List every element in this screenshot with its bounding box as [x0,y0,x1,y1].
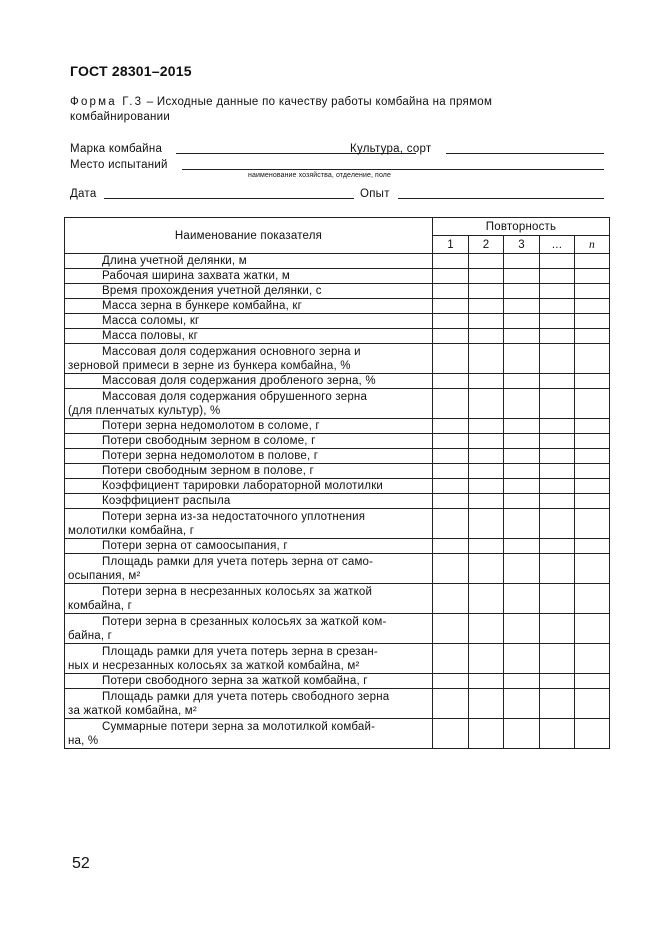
value-cell[interactable] [504,674,540,689]
value-cell[interactable] [504,344,540,374]
value-cell[interactable] [540,479,575,494]
value-cell[interactable] [575,329,610,344]
indicator-name-line2: (для пленчатых культур), % [68,404,221,417]
value-cell[interactable] [504,689,540,719]
value-cell[interactable] [433,644,469,674]
value-cell[interactable] [575,509,610,539]
value-cell[interactable] [433,719,469,749]
indicator-name-cell [65,644,433,674]
indicator-name-line1: Масса зерна в бункере комбайна, кг [102,300,302,312]
indicator-name-line1: Длина учетной делянки, м [102,255,247,267]
value-cell[interactable] [540,419,575,434]
value-cell[interactable] [575,449,610,464]
table-row [65,329,610,344]
indicator-name-cell [65,674,433,689]
value-cell[interactable] [469,584,504,614]
indicator-name-cell [65,254,433,269]
value-cell[interactable] [469,434,504,449]
value-cell[interactable] [504,509,540,539]
table-row [65,554,610,584]
value-cell[interactable] [575,614,610,644]
value-cell[interactable] [504,719,540,749]
indicator-name-line1: Потери свободным зерном в полове, г [102,465,314,477]
indicator-name-cell [65,419,433,434]
value-cell[interactable] [540,299,575,314]
table-row [65,719,610,749]
value-cell[interactable] [575,344,610,374]
indicator-name-cell [65,509,433,539]
indicator-name-line2: байна, г [68,629,113,642]
test-site-label: Место испытаний [70,159,168,171]
indicator-name-cell [65,269,433,284]
value-cell[interactable] [575,719,610,749]
value-cell[interactable] [504,554,540,584]
indicator-name-cell [65,344,433,374]
indicator-name-line1: Массовая доля содержания основного зерна и [102,345,361,358]
value-cell[interactable] [433,464,469,479]
indicator-name-cell [65,329,433,344]
crop-field[interactable] [446,153,604,154]
value-cell[interactable] [469,689,504,719]
value-cell[interactable] [469,449,504,464]
experiment-label: Опыт [360,188,390,200]
value-cell[interactable] [575,584,610,614]
table-row [65,269,610,284]
indicator-name-cell [65,464,433,479]
value-cell[interactable] [540,329,575,344]
value-cell[interactable] [433,674,469,689]
value-cell[interactable] [469,719,504,749]
indicator-name-line1: Массовая доля содержания обрушенного зерна [102,390,368,403]
indicator-name-cell [65,689,433,719]
value-cell[interactable] [504,284,540,299]
value-cell[interactable] [504,329,540,344]
crop-label: Культура, сорт [350,143,432,155]
value-cell[interactable] [540,284,575,299]
form-caption-text: – Исходные данные по качеству работы комбайна на прямом [143,96,493,108]
value-cell[interactable] [575,314,610,329]
value-cell[interactable] [469,614,504,644]
combine-brand-label: Марка комбайна [70,143,163,155]
indicator-name-cell [65,479,433,494]
value-cell[interactable] [433,584,469,614]
table-row [65,644,610,674]
field-row-brand-crop [70,141,610,157]
indicator-name-line1: Массовая доля содержания дробленого зерна, % [102,375,376,387]
value-cell[interactable] [540,254,575,269]
value-cell[interactable] [540,674,575,689]
value-cell[interactable] [504,644,540,674]
repeat-col-3: 3 [504,236,540,254]
indicator-name-line1: Потери зерна недомолотом в полове, г [102,450,319,462]
value-cell[interactable] [433,614,469,644]
value-cell[interactable] [540,314,575,329]
test-site-hint: наименование хозяйства, отделение, поле [248,172,391,179]
table-row [65,584,610,614]
table-row [65,464,610,479]
value-cell[interactable] [540,554,575,584]
form-number: Форма Г.3 [70,96,144,108]
value-cell[interactable] [433,284,469,299]
value-cell[interactable] [504,449,540,464]
value-cell[interactable] [469,554,504,584]
table-row [65,344,610,374]
value-cell[interactable] [504,314,540,329]
page-number: 52 [72,855,90,872]
indicator-name-line1: Площадь рамки для учета потерь свободного зерна [102,690,390,703]
indicator-name-cell [65,434,433,449]
value-cell[interactable] [540,539,575,554]
value-cell[interactable] [469,479,504,494]
value-cell[interactable] [575,689,610,719]
value-cell[interactable] [575,464,610,479]
value-cell[interactable] [504,269,540,284]
value-cell[interactable] [469,419,504,434]
value-cell[interactable] [469,284,504,299]
value-cell[interactable] [540,434,575,449]
value-cell[interactable] [504,464,540,479]
value-cell[interactable] [575,299,610,314]
value-cell[interactable] [540,644,575,674]
table-row [65,479,610,494]
indicator-name-line1: Площадь рамки для учета потерь зерна в срезан- [102,645,378,658]
indicator-name-line1: Потери зерна в несрезанных колосьях за жаткой [102,585,373,598]
indicator-name-line1: Потери свободного зерна за жаткой комбайна, г [102,675,368,687]
value-cell[interactable] [469,314,504,329]
value-cell[interactable] [575,539,610,554]
value-cell[interactable] [469,644,504,674]
indicator-name-line1: Потери зерна из-за недостаточного уплотнения [102,510,366,523]
table-row [65,539,610,554]
indicator-name-cell [65,299,433,314]
value-cell[interactable] [504,434,540,449]
value-cell[interactable] [575,374,610,389]
value-cell[interactable] [504,419,540,434]
indicator-name-line1: Рабочая ширина захвата жатки, м [102,270,290,282]
value-cell[interactable] [575,254,610,269]
repeat-col-n: n [575,236,610,254]
value-cell[interactable] [575,389,610,419]
value-cell[interactable] [575,644,610,674]
value-cell[interactable] [504,299,540,314]
value-cell[interactable] [575,284,610,299]
value-cell[interactable] [575,269,610,284]
value-cell[interactable] [469,344,504,374]
value-cell[interactable] [433,554,469,584]
indicator-name-cell [65,584,433,614]
indicator-name-cell [65,284,433,299]
indicator-name-line1: Потери зерна от самоосыпания, г [102,540,288,552]
table-row [65,314,610,329]
table-row [65,389,610,419]
value-cell[interactable] [504,479,540,494]
value-cell[interactable] [469,329,504,344]
value-cell[interactable] [504,584,540,614]
indicator-name-line1: Коэффициент распыла [102,495,231,507]
date-field[interactable] [104,198,354,199]
value-cell[interactable] [540,449,575,464]
table-row [65,419,610,434]
value-cell[interactable] [433,344,469,374]
value-cell[interactable] [433,389,469,419]
value-cell[interactable] [575,479,610,494]
indicator-name-line2: молотилки комбайна, г [68,524,195,537]
column-header-repetition: Повторность [433,218,610,236]
value-cell[interactable] [540,464,575,479]
table-row [65,674,610,689]
value-cell[interactable] [433,494,469,509]
field-row-test-site [70,157,610,173]
value-cell[interactable] [433,329,469,344]
indicator-name-line2: ных и несрезанных колосьях за жаткой комбайна, м² [68,659,360,672]
value-cell[interactable] [504,389,540,419]
indicator-name-line1: Потери зерна недомолотом в соломе, г [102,420,320,432]
value-cell[interactable] [433,689,469,719]
indicator-name-cell [65,389,433,419]
indicator-name-line2: осыпания, м² [68,569,141,582]
value-cell[interactable] [469,389,504,419]
value-cell[interactable] [575,434,610,449]
value-cell[interactable] [504,614,540,644]
value-cell[interactable] [504,254,540,269]
value-cell[interactable] [540,374,575,389]
value-cell[interactable] [433,419,469,434]
value-cell[interactable] [469,539,504,554]
value-cell[interactable] [469,494,504,509]
value-cell[interactable] [575,674,610,689]
value-cell[interactable] [540,689,575,719]
value-cell[interactable] [433,539,469,554]
indicator-name-line1: Площадь рамки для учета потерь зерна от само- [102,555,374,568]
repeat-col-2: 2 [469,236,504,254]
indicator-name-line1: Коэффициент тарировки лабораторной молотилки [102,480,384,492]
value-cell[interactable] [469,299,504,314]
indicator-name-line2: на, % [68,734,99,747]
indicator-name-line1: Суммарные потери зерна за молотилкой комбай- [102,720,376,733]
value-cell[interactable] [540,584,575,614]
value-cell[interactable] [433,479,469,494]
value-cell[interactable] [575,554,610,584]
indicator-name-cell [65,719,433,749]
table-row [65,449,610,464]
value-cell[interactable] [504,539,540,554]
value-cell[interactable] [575,419,610,434]
value-cell[interactable] [469,674,504,689]
table-row [65,494,610,509]
field-row-date-experiment [70,186,610,202]
repeat-col-ellipsis: ... [540,236,575,254]
indicator-name-line2: зерновой примеси в зерне из бункера комбайна, % [68,359,351,372]
indicator-name-line1: Масса половы, кг [102,330,198,342]
value-cell[interactable] [469,464,504,479]
table-row [65,509,610,539]
data-table [64,217,610,749]
test-site-field[interactable] [182,169,604,170]
indicator-name-cell [65,494,433,509]
value-cell[interactable] [433,299,469,314]
value-cell[interactable] [504,494,540,509]
value-cell[interactable] [540,719,575,749]
table-row [65,284,610,299]
value-cell[interactable] [433,434,469,449]
value-cell[interactable] [433,374,469,389]
indicator-name-cell [65,539,433,554]
value-cell[interactable] [504,374,540,389]
value-cell[interactable] [433,449,469,464]
experiment-field[interactable] [398,198,604,199]
value-cell[interactable] [540,509,575,539]
indicator-name-cell [65,374,433,389]
indicator-name-line2: за жаткой комбайна, м² [68,704,197,717]
table-row [65,689,610,719]
indicator-name-line1: Потери зерна в срезанных колосьях за жаткой ком- [102,615,387,628]
value-cell[interactable] [540,614,575,644]
indicator-name-line1: Время прохождения учетной делянки, с [102,285,322,297]
value-cell[interactable] [469,509,504,539]
value-cell[interactable] [540,269,575,284]
indicator-name-cell [65,554,433,584]
table-row [65,299,610,314]
table-row [65,254,610,269]
document-title: ГОСТ 28301–2015 [70,63,192,79]
indicator-name-line2: комбайна, г [68,599,133,612]
form-caption-text-line2: комбайнировании [70,111,171,123]
value-cell[interactable] [469,269,504,284]
table-row [65,434,610,449]
value-cell[interactable] [433,314,469,329]
value-cell[interactable] [469,374,504,389]
value-cell[interactable] [540,344,575,374]
indicator-name-cell [65,614,433,644]
value-cell[interactable] [433,509,469,539]
value-cell[interactable] [540,494,575,509]
value-cell[interactable] [540,389,575,419]
repeat-col-1: 1 [433,236,469,254]
value-cell[interactable] [575,494,610,509]
table-row [65,374,610,389]
indicator-name-cell [65,314,433,329]
form-caption [70,95,590,125]
date-label: Дата [70,188,97,200]
indicator-name-line1: Масса соломы, кг [102,315,200,327]
value-cell[interactable] [433,254,469,269]
value-cell[interactable] [433,269,469,284]
table-row [65,614,610,644]
indicator-name-line1: Потери свободным зерном в соломе, г [102,435,316,447]
column-header-indicator: Наименование показателя [65,218,433,254]
indicator-name-cell [65,449,433,464]
value-cell[interactable] [469,254,504,269]
